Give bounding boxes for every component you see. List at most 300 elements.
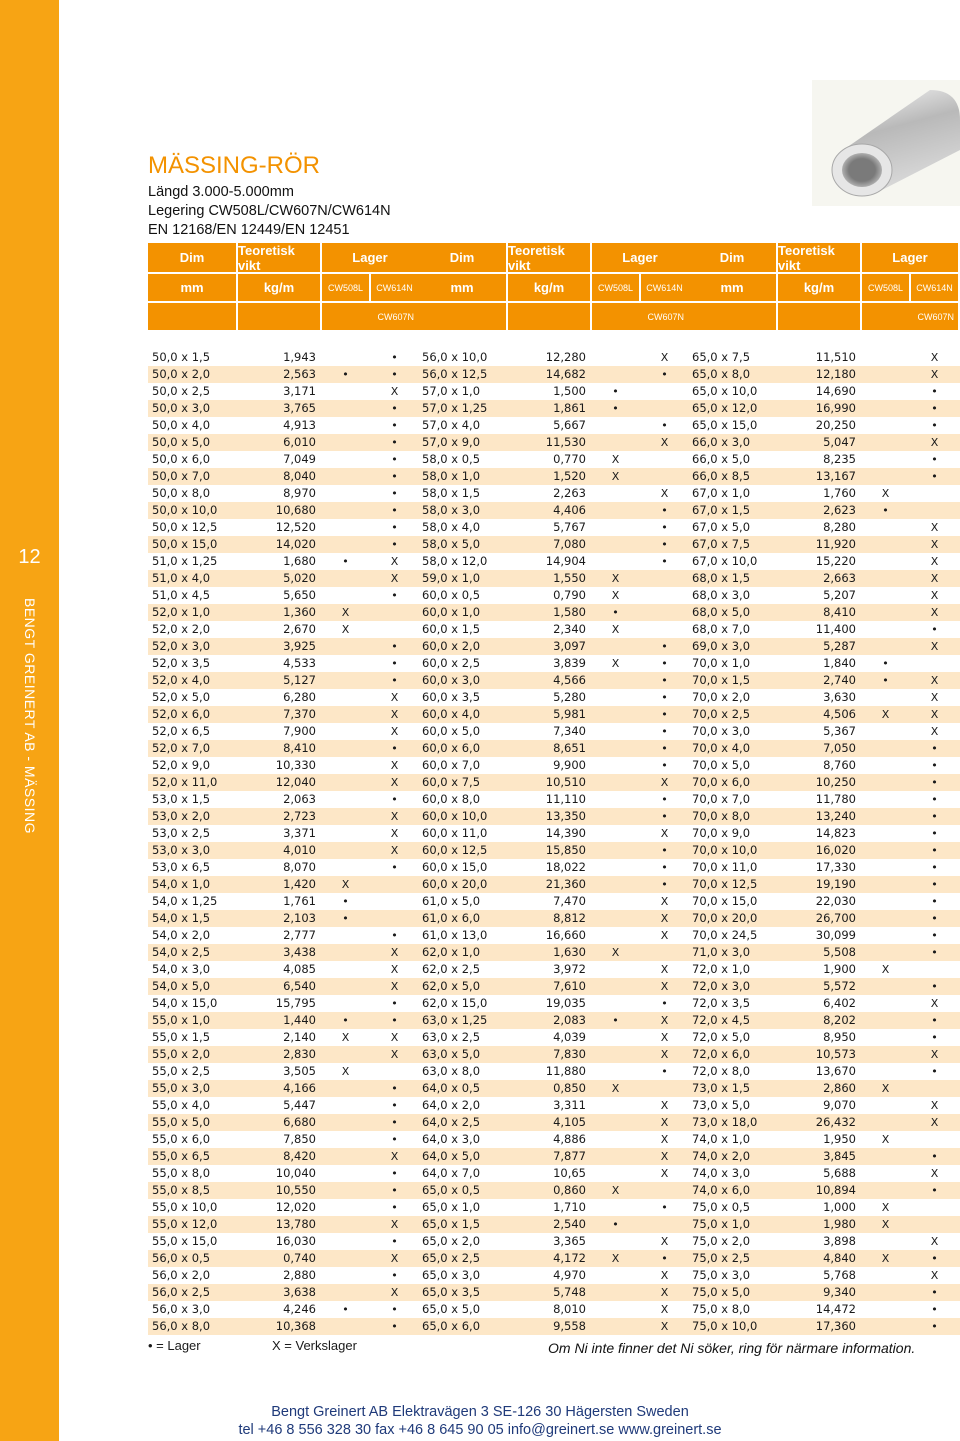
stock-b-cell: • <box>391 657 398 670</box>
weight-cell: 2,860 <box>823 1081 856 1095</box>
dimension-cell: 70,0 x 15,0 <box>692 894 758 908</box>
dimension-cell: 70,0 x 10,0 <box>692 843 758 857</box>
dimension-cell: 55,0 x 4,0 <box>152 1098 211 1112</box>
stock-a-cell: X <box>611 453 620 466</box>
dimension-cell: 70,0 x 1,0 <box>692 656 751 670</box>
dimension-cell: 75,0 x 2,5 <box>692 1251 751 1265</box>
stock-b-cell: X <box>660 1048 669 1061</box>
weight-cell: 16,660 <box>545 928 586 942</box>
dimension-cell: 53,0 x 2,5 <box>152 826 211 840</box>
stock-b-cell: X <box>930 1235 939 1248</box>
weight-cell: 5,768 <box>823 1268 856 1282</box>
stock-a-cell <box>592 978 639 995</box>
table-row <box>148 1029 960 1046</box>
dimension-cell: 66,0 x 5,0 <box>692 452 751 466</box>
weight-cell: 7,080 <box>553 537 586 551</box>
kgm-header: kg/m <box>778 274 860 301</box>
weight-cell: 22,030 <box>815 894 856 908</box>
stock-a-cell <box>322 536 369 553</box>
weight-cell: 5,748 <box>553 1285 586 1299</box>
weight-cell: 0,860 <box>553 1183 586 1197</box>
dimension-cell: 74,0 x 6,0 <box>692 1183 751 1197</box>
stock-a-cell: X <box>881 1082 890 1095</box>
weight-cell: 6,010 <box>283 435 316 449</box>
dimension-cell: 56,0 x 8,0 <box>152 1319 211 1333</box>
stock-a-cell <box>592 774 639 791</box>
table-row <box>148 893 960 910</box>
weight-cell: 2,340 <box>553 622 586 636</box>
stock-a-cell: • <box>342 912 349 925</box>
stock-a-cell <box>862 1012 909 1029</box>
dimension-cell: 62,0 x 2,5 <box>422 962 481 976</box>
weight-cell: 4,246 <box>283 1302 316 1316</box>
stock-b-cell: • <box>391 436 398 449</box>
stock-b-cell: • <box>661 521 668 534</box>
stock-a-cell <box>592 825 639 842</box>
stock-a-cell <box>592 1148 639 1165</box>
stock-a-cell <box>592 876 639 893</box>
table-row <box>148 723 960 740</box>
dimension-cell: 55,0 x 1,0 <box>152 1013 211 1027</box>
weight-cell: 3,765 <box>283 401 316 415</box>
stock-b-cell: • <box>661 419 668 432</box>
dimension-cell: 61,0 x 13,0 <box>422 928 488 942</box>
dimension-cell: 50,0 x 6,0 <box>152 452 211 466</box>
stock-a-cell <box>322 468 369 485</box>
stock-a-cell <box>862 1046 909 1063</box>
stock-b-cell: • <box>391 368 398 381</box>
weight-cell: 12,020 <box>275 1200 316 1214</box>
weight-cell: 4,406 <box>553 503 586 517</box>
cw607n-header: CW607N <box>862 303 958 330</box>
stock-a-cell: X <box>341 1031 350 1044</box>
stock-a-cell <box>322 655 369 672</box>
weight-cell: 12,280 <box>545 350 586 364</box>
stock-a-cell <box>862 1182 909 1199</box>
dimension-cell: 60,0 x 2,0 <box>422 639 481 653</box>
stock-a-cell <box>862 417 909 434</box>
weight-cell: 15,850 <box>545 843 586 857</box>
stock-a-cell <box>592 740 639 757</box>
table-row <box>148 1199 960 1216</box>
stock-b-cell: • <box>391 1269 398 1282</box>
weight-cell: 1,550 <box>553 571 586 585</box>
weight-cell: 2,563 <box>283 367 316 381</box>
stock-b-cell: X <box>660 1116 669 1129</box>
weight-cell: 2,623 <box>823 503 856 517</box>
stock-b-cell: X <box>930 572 939 585</box>
tube-image <box>812 80 960 206</box>
weight-cell: 8,760 <box>823 758 856 772</box>
weight-cell: 9,558 <box>553 1319 586 1333</box>
stock-b-cell: • <box>931 946 938 959</box>
dimension-cell: 56,0 x 3,0 <box>152 1302 211 1316</box>
dimension-cell: 50,0 x 3,0 <box>152 401 211 415</box>
stock-a-cell <box>322 1046 369 1063</box>
stock-a-cell: • <box>882 657 889 670</box>
weight-cell: 14,020 <box>275 537 316 551</box>
dim-header: Dim <box>688 243 776 272</box>
stock-a-cell <box>862 723 909 740</box>
cw607n-header: CW607N <box>592 303 688 330</box>
weight-cell: 6,280 <box>283 690 316 704</box>
weight-cell: 5,207 <box>823 588 856 602</box>
blank-header <box>688 303 776 330</box>
stock-b-cell: • <box>391 521 398 534</box>
dimension-cell: 64,0 x 2,5 <box>422 1115 481 1129</box>
dimension-cell: 50,0 x 15,0 <box>152 537 218 551</box>
stock-b-cell: X <box>660 929 669 942</box>
stock-a-cell: X <box>611 946 620 959</box>
stock-a-cell <box>862 910 909 927</box>
stock-b-cell: • <box>931 623 938 636</box>
dimension-cell: 57,0 x 1,0 <box>422 384 481 398</box>
dimension-cell: 65,0 x 3,0 <box>422 1268 481 1282</box>
dimension-cell: 56,0 x 12,5 <box>422 367 488 381</box>
dimension-cell: 63,0 x 5,0 <box>422 1047 481 1061</box>
dimension-cell: 69,0 x 3,0 <box>692 639 751 653</box>
stock-b-cell: • <box>931 810 938 823</box>
stock-a-cell <box>322 1182 369 1199</box>
stock-b-cell <box>641 621 688 638</box>
stock-a-cell <box>592 1318 639 1335</box>
stock-a-cell <box>862 587 909 604</box>
dimension-cell: 57,0 x 1,25 <box>422 401 488 415</box>
stock-a-cell <box>592 434 639 451</box>
dimension-cell: 67,0 x 7,5 <box>692 537 751 551</box>
weight-cell: 2,740 <box>823 673 856 687</box>
dimension-cell: 54,0 x 1,0 <box>152 877 211 891</box>
stock-header: Lager <box>862 243 958 272</box>
stock-b-cell: X <box>930 368 939 381</box>
weight-cell: 0,740 <box>283 1251 316 1265</box>
dimension-cell: 65,0 x 6,0 <box>422 1319 481 1333</box>
stock-a-cell <box>862 1233 909 1250</box>
stock-b-cell: • <box>391 419 398 432</box>
stock-a-cell <box>862 451 909 468</box>
dimension-cell: 52,0 x 3,0 <box>152 639 211 653</box>
stock-a-cell <box>592 893 639 910</box>
weight-cell: 12,040 <box>275 775 316 789</box>
dim-header: Dim <box>148 243 236 272</box>
stock-a-cell: • <box>612 1014 619 1027</box>
dimension-cell: 64,0 x 5,0 <box>422 1149 481 1163</box>
stock-b-cell: • <box>931 1252 938 1265</box>
dimension-cell: 53,0 x 2,0 <box>152 809 211 823</box>
dimension-cell: 56,0 x 0,5 <box>152 1251 211 1265</box>
stock-a-cell <box>862 757 909 774</box>
stock-b-cell <box>641 570 688 587</box>
stock-b-cell: • <box>391 402 398 415</box>
table-row <box>148 1301 960 1318</box>
weight-cell: 2,103 <box>283 911 316 925</box>
weight-cell: 19,035 <box>545 996 586 1010</box>
stock-b-cell: X <box>660 1320 669 1333</box>
table-row <box>148 1250 960 1267</box>
weight-cell: 4,506 <box>823 707 856 721</box>
stock-b-cell: X <box>930 1116 939 1129</box>
stock-a-cell <box>862 1284 909 1301</box>
stock-b-cell: • <box>661 368 668 381</box>
table-row <box>148 468 960 485</box>
stock-b-cell: • <box>931 912 938 925</box>
stock-a-cell <box>322 570 369 587</box>
stock-b-cell: X <box>390 827 399 840</box>
stock-a-cell: X <box>611 1252 620 1265</box>
stock-a-cell: • <box>342 368 349 381</box>
stock-a-cell <box>592 808 639 825</box>
stock-b-cell: • <box>661 674 668 687</box>
table-row <box>148 570 960 587</box>
weight-cell: 18,022 <box>545 860 586 874</box>
stock-b-cell <box>911 1216 958 1233</box>
kgm-header: kg/m <box>508 274 590 301</box>
stock-b-cell: • <box>661 708 668 721</box>
stock-b-cell: X <box>390 572 399 585</box>
stock-b-cell: • <box>661 793 668 806</box>
stock-a-cell <box>322 383 369 400</box>
cw508l-header: CW508L <box>322 274 369 301</box>
table-row <box>148 1097 960 1114</box>
stock-b-cell: X <box>390 776 399 789</box>
stock-a-cell <box>322 1318 369 1335</box>
stock-b-cell: • <box>931 1065 938 1078</box>
stock-a-cell <box>322 944 369 961</box>
dimension-cell: 60,0 x 3,0 <box>422 673 481 687</box>
stock-a-cell: • <box>612 402 619 415</box>
stock-b-cell: • <box>661 1065 668 1078</box>
stock-b-cell: • <box>661 861 668 874</box>
table-header <box>148 243 960 330</box>
weight-cell: 5,287 <box>823 639 856 653</box>
table-row <box>148 1114 960 1131</box>
dimension-cell: 68,0 x 3,0 <box>692 588 751 602</box>
stock-b-cell <box>911 502 958 519</box>
stock-a-cell: X <box>611 589 620 602</box>
stock-b-cell: • <box>931 776 938 789</box>
table-row <box>148 1063 960 1080</box>
stock-b-cell: X <box>930 725 939 738</box>
dimension-cell: 52,0 x 5,0 <box>152 690 211 704</box>
stock-b-cell: • <box>661 997 668 1010</box>
dimension-cell: 56,0 x 10,0 <box>422 350 488 364</box>
stock-a-cell <box>322 1267 369 1284</box>
dimension-cell: 54,0 x 5,0 <box>152 979 211 993</box>
dimension-cell: 60,0 x 7,0 <box>422 758 481 772</box>
stock-b-cell <box>641 1216 688 1233</box>
weight-cell: 10,510 <box>545 775 586 789</box>
table-row <box>148 655 960 672</box>
stock-b-cell: X <box>930 521 939 534</box>
dimension-cell: 70,0 x 2,5 <box>692 707 751 721</box>
dimension-cell: 65,0 x 5,0 <box>422 1302 481 1316</box>
stock-a-cell: X <box>341 878 350 891</box>
stock-a-cell <box>862 553 909 570</box>
stock-a-cell <box>592 1131 639 1148</box>
dimension-cell: 55,0 x 1,5 <box>152 1030 211 1044</box>
stock-b-cell: X <box>390 1150 399 1163</box>
dimension-cell: 68,0 x 1,5 <box>692 571 751 585</box>
table-row <box>148 349 960 366</box>
weight-cell: 13,350 <box>545 809 586 823</box>
stock-a-cell <box>322 638 369 655</box>
dimension-cell: 75,0 x 3,0 <box>692 1268 751 1282</box>
stock-b-cell: X <box>660 827 669 840</box>
stock-a-cell <box>862 944 909 961</box>
stock-a-cell: • <box>882 504 889 517</box>
table-row <box>148 876 960 893</box>
weight-cell: 5,047 <box>823 435 856 449</box>
stock-a-cell <box>592 1199 639 1216</box>
weight-cell: 26,432 <box>815 1115 856 1129</box>
stock-b-cell: X <box>390 385 399 398</box>
dimension-cell: 60,0 x 10,0 <box>422 809 488 823</box>
table-row <box>148 1267 960 1284</box>
stock-a-cell <box>862 621 909 638</box>
dimension-cell: 75,0 x 8,0 <box>692 1302 751 1316</box>
stock-a-cell <box>862 1301 909 1318</box>
dimension-cell: 65,0 x 0,5 <box>422 1183 481 1197</box>
weight-cell: 5,447 <box>283 1098 316 1112</box>
table-row <box>148 604 960 621</box>
stock-a-cell <box>862 842 909 859</box>
table-row <box>148 1216 960 1233</box>
dimension-cell: 72,0 x 5,0 <box>692 1030 751 1044</box>
stock-a-cell <box>862 876 909 893</box>
stock-b-cell: • <box>391 1014 398 1027</box>
dimension-cell: 53,0 x 6,5 <box>152 860 211 874</box>
weight-cell: 10,894 <box>815 1183 856 1197</box>
stock-b-cell: X <box>390 963 399 976</box>
weight-cell: 8,070 <box>283 860 316 874</box>
weight-cell: 11,400 <box>815 622 856 636</box>
stock-b-cell: X <box>930 674 939 687</box>
table-row <box>148 485 960 502</box>
stock-a-cell: X <box>611 572 620 585</box>
stock-b-cell: • <box>391 640 398 653</box>
stock-a-cell <box>862 927 909 944</box>
weight-cell: 1,360 <box>283 605 316 619</box>
table-row <box>148 587 960 604</box>
weight-cell: 2,670 <box>283 622 316 636</box>
stock-a-cell <box>322 927 369 944</box>
dimension-cell: 65,0 x 10,0 <box>692 384 758 398</box>
dimension-cell: 50,0 x 7,0 <box>152 469 211 483</box>
dimension-cell: 60,0 x 4,0 <box>422 707 481 721</box>
stock-a-cell: X <box>881 963 890 976</box>
weight-cell: 2,830 <box>283 1047 316 1061</box>
stock-b-cell <box>911 1080 958 1097</box>
weight-cell: 3,638 <box>283 1285 316 1299</box>
weight-cell: 1,760 <box>823 486 856 500</box>
dimension-cell: 62,0 x 1,0 <box>422 945 481 959</box>
stock-b-cell: X <box>930 606 939 619</box>
dimension-cell: 68,0 x 5,0 <box>692 605 751 619</box>
weight-cell: 2,063 <box>283 792 316 806</box>
stock-b-cell <box>641 451 688 468</box>
dimension-cell: 65,0 x 15,0 <box>692 418 758 432</box>
footer-contact: tel +46 8 556 328 30 fax +46 8 645 90 05 info@greinert.se www.greinert.se <box>238 1422 722 1438</box>
stock-b-cell: X <box>660 1269 669 1282</box>
weight-cell: 12,520 <box>275 520 316 534</box>
stock-a-cell <box>322 1199 369 1216</box>
weight-cell: 8,202 <box>823 1013 856 1027</box>
stock-a-cell <box>322 1148 369 1165</box>
dimension-cell: 74,0 x 3,0 <box>692 1166 751 1180</box>
stock-a-cell: • <box>612 1218 619 1231</box>
stock-b-cell: • <box>661 742 668 755</box>
stock-a-cell <box>862 978 909 995</box>
stock-b-cell: X <box>930 997 939 1010</box>
stock-b-cell: X <box>930 1099 939 1112</box>
dimension-cell: 58,0 x 1,5 <box>422 486 481 500</box>
stock-a-cell: X <box>881 1201 890 1214</box>
dimension-cell: 58,0 x 1,0 <box>422 469 481 483</box>
dimension-cell: 66,0 x 3,0 <box>692 435 751 449</box>
weight-cell: 2,083 <box>553 1013 586 1027</box>
stock-a-cell <box>322 672 369 689</box>
stock-a-cell <box>322 1080 369 1097</box>
stock-b-cell: • <box>391 589 398 602</box>
stock-a-cell <box>592 638 639 655</box>
dim-header: Dim <box>418 243 506 272</box>
side-label: BENGT GREINERT AB - MÄSSING <box>22 598 38 834</box>
weight-cell: 14,904 <box>545 554 586 568</box>
weight-cell: 7,370 <box>283 707 316 721</box>
stock-b-cell: • <box>391 1235 398 1248</box>
stock-b-cell <box>911 655 958 672</box>
stock-b-cell: X <box>660 1286 669 1299</box>
stock-b-cell: • <box>931 929 938 942</box>
weight-cell: 10,040 <box>275 1166 316 1180</box>
table-row <box>148 536 960 553</box>
stock-b-cell: X <box>390 1286 399 1299</box>
stock-a-cell <box>862 791 909 808</box>
weight-cell: 20,250 <box>815 418 856 432</box>
stock-b-cell: X <box>660 1303 669 1316</box>
stock-a-cell: X <box>611 1184 620 1197</box>
stock-b-cell: • <box>931 980 938 993</box>
stock-b-cell: X <box>930 436 939 449</box>
dimension-cell: 52,0 x 6,5 <box>152 724 211 738</box>
stock-b-cell: • <box>661 1201 668 1214</box>
weight-cell: 1,943 <box>283 350 316 364</box>
weight-cell: 7,830 <box>553 1047 586 1061</box>
dimension-cell: 70,0 x 6,0 <box>692 775 751 789</box>
stock-b-cell: X <box>660 436 669 449</box>
stock-a-cell <box>322 1097 369 1114</box>
dimension-cell: 65,0 x 8,0 <box>692 367 751 381</box>
stock-a-cell <box>322 349 369 366</box>
stock-a-cell: X <box>881 1218 890 1231</box>
stock-b-cell: • <box>391 487 398 500</box>
stock-b-cell: X <box>660 1014 669 1027</box>
stock-a-cell <box>592 1284 639 1301</box>
dimension-cell: 64,0 x 0,5 <box>422 1081 481 1095</box>
stock-b-cell: • <box>931 1150 938 1163</box>
stock-b-cell <box>641 400 688 417</box>
stock-a-cell <box>322 587 369 604</box>
weight-cell: 5,367 <box>823 724 856 738</box>
dimension-cell: 60,0 x 3,5 <box>422 690 481 704</box>
weight-cell: 0,850 <box>553 1081 586 1095</box>
stock-a-cell <box>592 995 639 1012</box>
weight-cell: 3,311 <box>553 1098 586 1112</box>
stock-b-cell: X <box>660 1099 669 1112</box>
stock-b-cell: • <box>391 1303 398 1316</box>
table-row <box>148 519 960 536</box>
dimension-cell: 67,0 x 10,0 <box>692 554 758 568</box>
